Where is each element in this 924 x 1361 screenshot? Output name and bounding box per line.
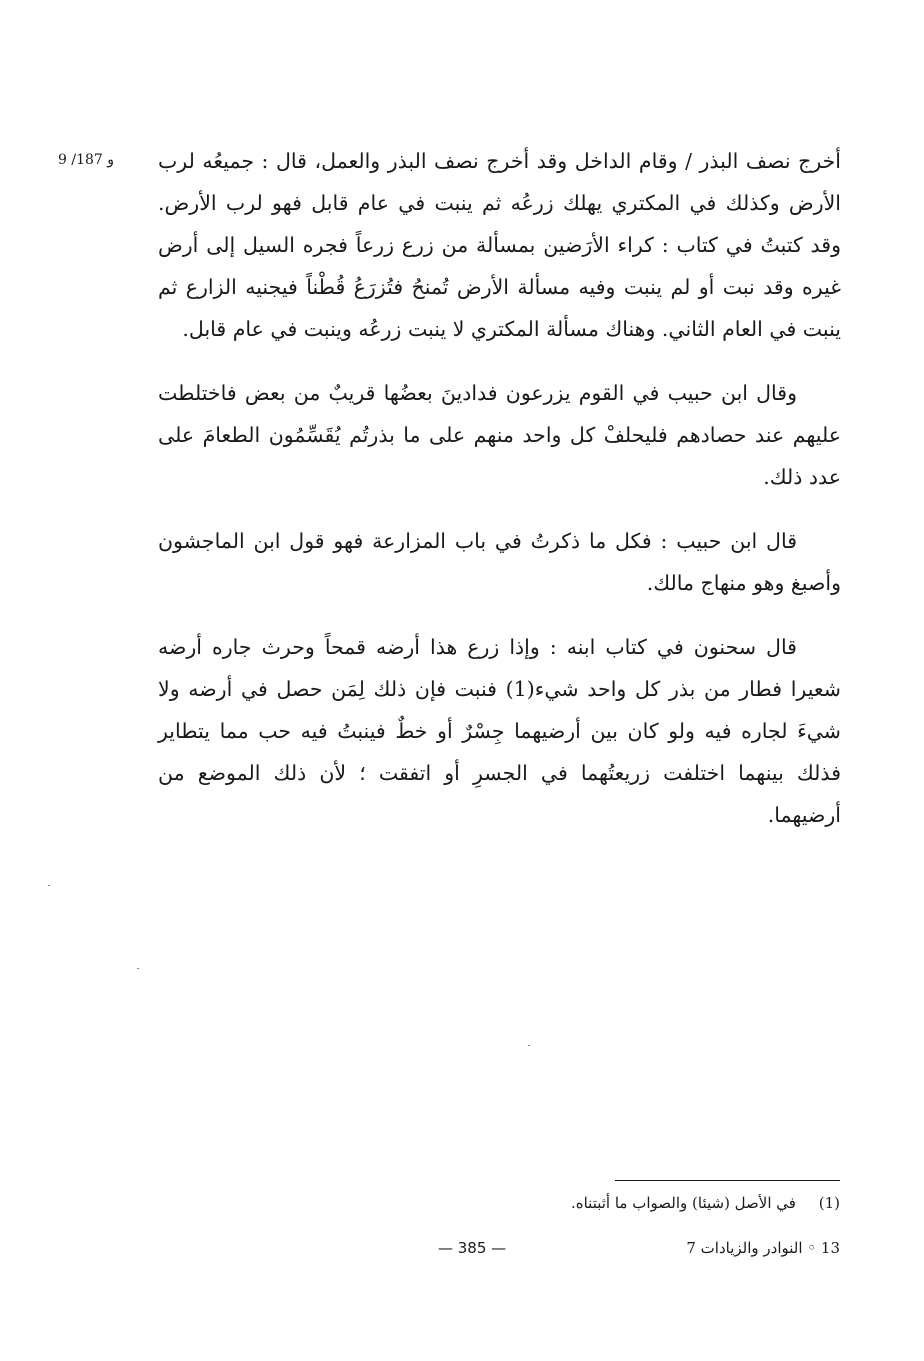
footnote-number: (1): [818, 1194, 840, 1212]
footnote-text: في الأصل (شيئا) والصواب ما أثبتناه.: [570, 1194, 796, 1212]
page-footer: [380, 1239, 840, 1269]
footnote: [380, 1190, 840, 1216]
paragraph-3: قال ابن حبيب : فكل ما ذكرتُ في باب المزارعة فهو قول ابن الماجشون وأصبغ وهو منهاج مالك.: [158, 529, 841, 595]
scan-speck: [48, 885, 50, 886]
paragraph-1: أخرج نصف البذر / وقام الداخل وقد أخرج نصف البذر والعمل، قال : جميعُه لرب الأرض وكذلك في المكتري يهلك زرعُه ثم ينبت في عام قابل فهو لرب الأرض. وقد كتبتُ في كتاب : كراء الأرَضين بمسألة من زرع زرعاً فجره السيل إلى أرض غيره وقد نبت أو لم ينبت وفيه مسألة الأرض تُمنحُ فتُزرَعُ قُطْناً فيجنيه الزارع ثم ينبت في العام الثاني. وهناك مسألة المكتري لا ينبت زرعُه وينبت في عام قابل.: [158, 149, 841, 341]
footnote-divider: [615, 1180, 840, 1181]
page-number: — 385 —: [438, 1239, 507, 1257]
scan-speck: [528, 1045, 530, 1046]
main-text-block: [158, 140, 841, 858]
paragraph-4: قال سحنون في كتاب ابنه : وإذا زرع هذا أرضه قمحاً وحرث جاره أرضه شعيرا فطار من بذر كل واحد شيء(1) فنبت فإن ذلك لِمَن حصل في أرضه ولا شيءَ لجاره فيه ولو كان بين أرضيهما جِسْرٌ أو خطٌ فينبتُ فيه حب مما يتطاير فذلك بينهما اختلفت زريعتُهما في الجسرِ أو اتفقت ؛ لأن ذلك الموضع من أرضيهما.: [158, 635, 841, 827]
paragraph-2: وقال ابن حبيب في القوم يزرعون فدادينَ بعضُها قريبٌ من بعض فاختلطت عليهم عند حصادهم فليحلفْ كل واحد منهم على ما بذرتُم يُقَسِّمُون الطعامَ على عدد ذلك.: [158, 381, 841, 489]
printer-signature: 13 ◦ النوادر والزيادات 7: [686, 1239, 840, 1257]
margin-folio-reference: 9 /187 و: [58, 152, 115, 168]
scan-speck: [137, 968, 139, 969]
